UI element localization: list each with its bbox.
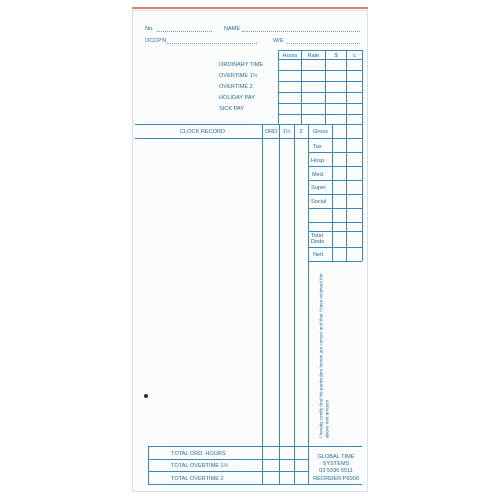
- gross-label: Gross: [313, 129, 328, 135]
- earnings-grid-top: [278, 50, 362, 51]
- total-ord-hours-label: TOTAL ORD. HOURS: [171, 451, 226, 457]
- certification-statement-area: [313, 265, 335, 440]
- card-top-edge: [132, 7, 368, 9]
- overtime-2-column-header: 2: [299, 129, 303, 135]
- holiday-pay-label: HOLIDAY PAY: [219, 95, 255, 101]
- dollars-column-header: $: [334, 53, 338, 59]
- super-label: Super: [311, 185, 326, 191]
- nett-label: Nett: [313, 252, 324, 258]
- no-label: No.: [145, 26, 154, 32]
- total-deductions-label: Total Dedn: [311, 233, 325, 245]
- totals-top-line: [148, 446, 362, 447]
- total-overtime-1-5-label: TOTAL OVERTIME 1½: [171, 463, 229, 469]
- occupation-label: OCCP'N: [145, 38, 167, 44]
- ink-mark: [144, 394, 148, 398]
- name-label: NAME: [224, 26, 241, 32]
- week-ending-label: W/E: [273, 38, 284, 44]
- occupation-field[interactable]: [167, 43, 257, 44]
- no-field[interactable]: [157, 31, 212, 32]
- sick-pay-label: SICK PAY: [219, 106, 244, 112]
- totals-bottom-line: [148, 484, 362, 485]
- vendor-phone: 03 9336 5511: [319, 468, 353, 474]
- social-label: Social: [311, 199, 327, 205]
- hours-column-header: Hours: [282, 53, 298, 59]
- rate-column-header: Rate: [307, 53, 320, 59]
- vendor-name-line1: GLOBAL TIME: [317, 454, 355, 460]
- total-overtime-2-label: TOTAL OVERTIME 2: [171, 476, 224, 482]
- ord-column-header: ORD: [264, 129, 278, 135]
- clock-record-title: CLOCK RECORD: [180, 129, 226, 135]
- clock-column-divider: [262, 124, 263, 446]
- overtime-1-5-column-header: 1½: [282, 129, 291, 135]
- med-label: Med.: [312, 172, 325, 178]
- vendor-reorder-code: REORDER P6000: [313, 476, 359, 482]
- certification-statement: I hereby certify that the particulars herein are correct and that I have received the above nett amount: [318, 273, 329, 438]
- ordinary-time-label: ORDINARY TIME: [219, 62, 264, 68]
- clock-record-band-bottom: [135, 138, 362, 139]
- name-field[interactable]: [242, 31, 360, 32]
- week-ending-field[interactable]: [287, 43, 360, 44]
- tax-label: Tax: [313, 144, 322, 150]
- clock-record-band-top: [135, 124, 362, 125]
- vendor-name-line2: SYSTEMS: [322, 461, 350, 467]
- hosp-label: Hosp.: [311, 158, 326, 164]
- cents-column-header: c: [353, 53, 356, 59]
- overtime-2-label: OVERTIME 2: [219, 84, 253, 90]
- earnings-grid-header-line: [278, 59, 362, 60]
- overtime-1-5-label: OVERTIME 1½: [219, 73, 258, 79]
